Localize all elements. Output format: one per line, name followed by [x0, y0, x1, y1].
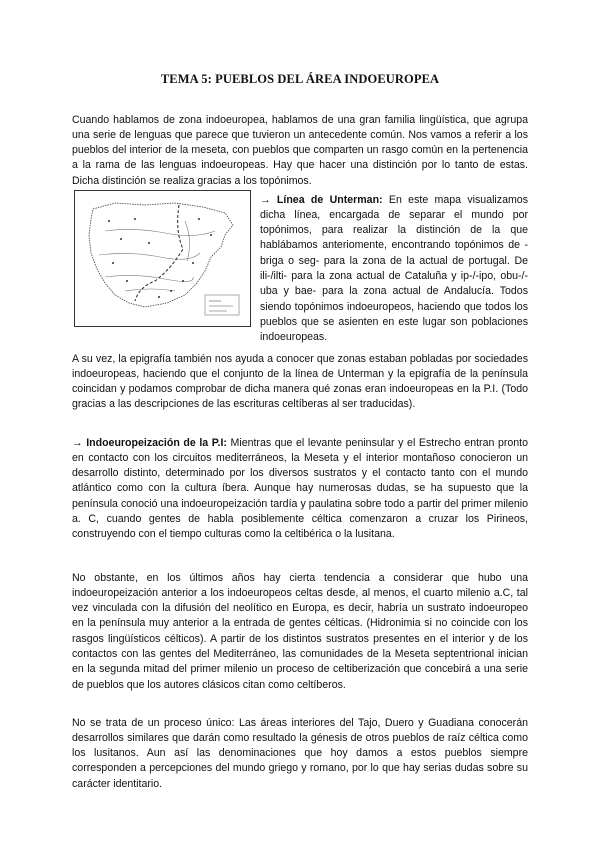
indoeuropeizacion-text: Mientras que el levante peninsular y el Estrecho entran pronto en contacto con los circuitos mediterráneos, la Meseta y el interior montañoso conocieron un desarrollo distinto, determinado por los diversos sustratos y el contacto tanto con el mundo atlántico como con la cultura íbera. Aunque hay numerosas dudas, se ha supuesto que la península conoció una indoeuropeización tardía y paulatina sobre todo a partir del primer milenio a. C, cuando gentes de habla posiblemente céltica comenzaron a cruzar los Pirineos, construyendo con el tiempo culturas como la celtibérica o la lusitana. [72, 436, 528, 541]
indoeuropeizacion-paragraph [72, 436, 528, 543]
intro-paragraph: Cuando hablamos de zona indoeuropea, hablamos de una gran familia lingüística, que agrupa una serie de lenguas que parece que tuvieron un antecedente común. Nos vamos a referir a los pueblos del interior de la meseta, con pueblos que comparten un rasgo común en la pertenencia a la rama de las lenguas indoeuropeas. Hay que hacer una distinción por lo tanto de estas. Dicha distinción se realiza gracias a los topónimos. [72, 113, 528, 187]
unterman-map-figure [74, 190, 251, 327]
unterman-text: En este mapa visualizamos dicha línea, encargada de separar el mundo por topónimos, para realizar la distinción de la que hablábamos anteriomente, encontrando topónimos de -briga o seg- para la zona de la actual de portugal. De ili-/ilti- para la zona actual de Cataluña y ip-/-ipo, obu-/-uba y bae- para la zona actual de Andalucía. Todos siendo topónimos indoeuropeos, haciendo que todos los pueblos que se asienten en este lugar son poblaciones indoeuropeas. [260, 193, 528, 344]
no-obstante-paragraph: No obstante, en los últimos años hay cierta tendencia a considerar que hubo una indoeuropeización anterior a los indoeuropeos celtas desde, al menos, el cuarto milenio a.C, tal vez vinculada con la difusión del neolítico en Europa, es decir, habría un sustrato indoeuropeo en la península muy anterior a la entrada de gentes célticas. (Hidronimia si no coincide con los rasgos lingüísticos célticos). A partir de los distintos sustratos presentes en el interior y de los contactos con las gentes del Mediterráneo, las comunidades de la Meseta septentrional inician en la segunda mitad del primer milenio un proceso de celtiberización que concebirá a una serie de pueblos que los autores clásicos citan como celtíberos. [72, 571, 528, 691]
unterman-heading: → Línea de Unterman: [260, 193, 383, 206]
indoeuropeizacion-heading: → Indoeuropeización de la P.I: [72, 436, 227, 449]
unterman-paragraph [260, 193, 528, 346]
page-title: TEMA 5: PUEBLOS DEL ÁREA INDOEUROPEA [160, 72, 440, 86]
proceso-unico-paragraph: No se trata de un proceso único: Las áreas interiores del Tajo, Duero y Guadiana conocerán desarrollos similares que darán como resultado la génesis de otros pueblos de raíz céltica como los lusitanos. Aun así las denominaciones que hoy damos a estos pueblos siempre corresponden a percepciones del mundo griego y romano, por lo que hay serias dudas sobre su carácter identitario. [72, 716, 528, 790]
epigrafia-paragraph: A su vez, la epigrafía también nos ayuda a conocer que zonas estaban pobladas por sociedades indoeuropeas, haciendo que el conjunto de la línea de Unterman y la epigrafía de la península coincidan y podamos comprobar de dicha manera qué zonas eran indoeuropeas en la P.I. (Todo gracias a las descripciones de las escrituras celtíberas al ser traducidas). [72, 352, 528, 411]
iberian-peninsula-map-icon [75, 191, 250, 326]
